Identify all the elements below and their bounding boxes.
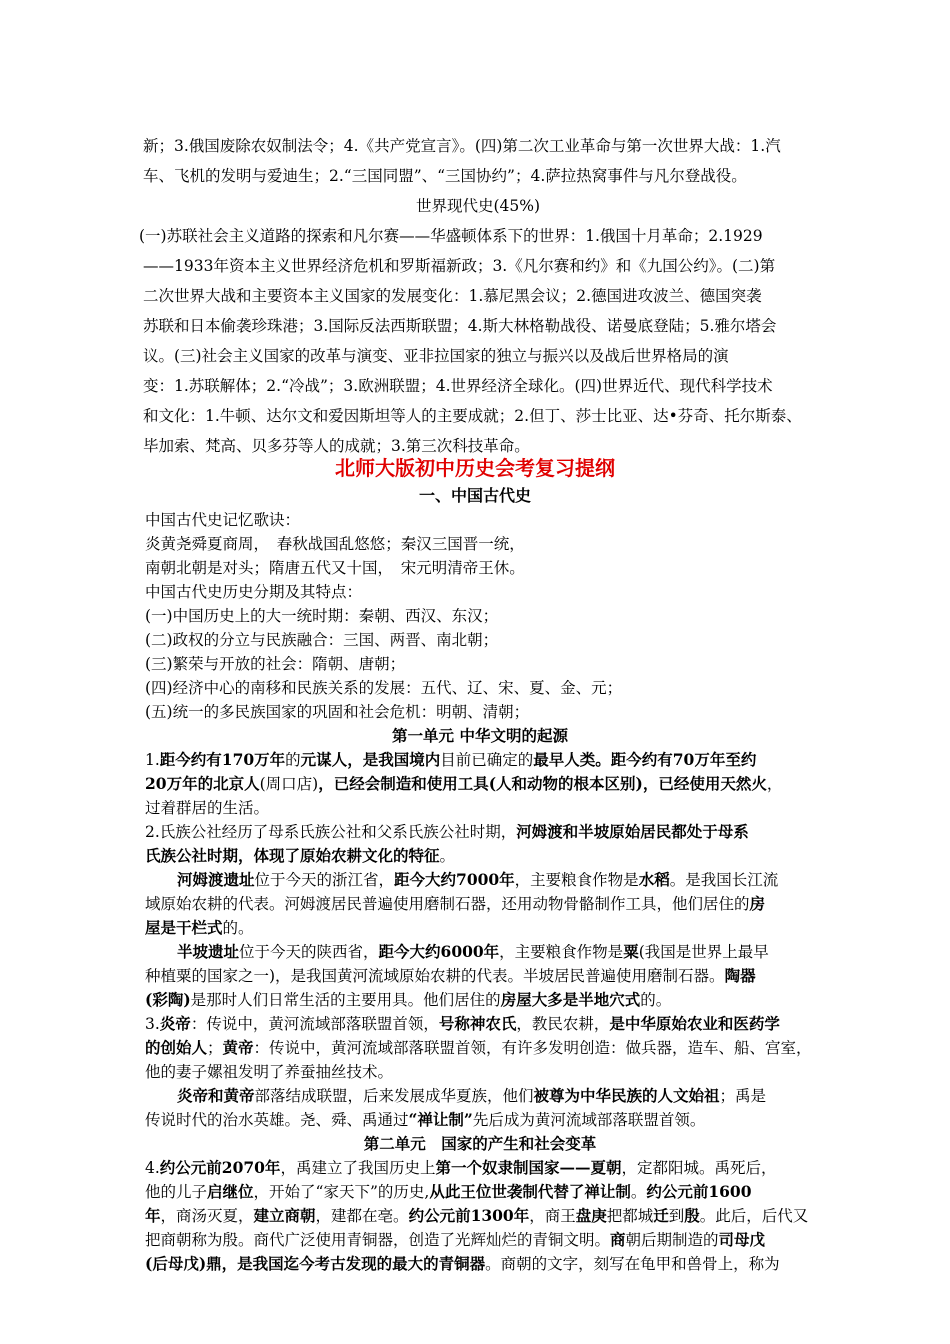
text-line: 3.炎帝：传说中，黄河流域部落联盟首领，号称神农氏，教民农耕，是中华原始农业和医药学 <box>145 1014 780 1033</box>
text-line: (二)政权的分立与民族融合：三国、两晋、南北朝； <box>145 631 499 649</box>
text-line: 河姆渡遗址位于今天的浙江省，距今大约7000年，主要粮食作物是水稻。是我国长江流 <box>177 870 779 889</box>
text-line: 年，商汤灭夏，建立商朝，建都在亳。约公元前1300年，商王盘庚把都城迁到殷。此后，后代又 <box>145 1206 809 1225</box>
text-line: ——1933年资本主义世界经济危机和罗斯福新政；3.《凡尔赛和约》和《九国公约》。(二)第 <box>143 257 776 275</box>
text-line: 他的儿子启继位，开始了“家天下”的历史,从此王位世袭制代替了禅让制。约公元前1600 <box>145 1182 752 1201</box>
text-line: 中国古代史记忆歌诀： <box>145 511 301 529</box>
text-line: 炎黄尧舜夏商周， 春秋战国乱悠悠；秦汉三国晋一统， <box>145 535 525 553</box>
text-line: 炎帝和黄帝部落结成联盟，后来发展成华夏族，他们被尊为中华民族的人文始祖；禹是 <box>177 1086 767 1105</box>
subsection-heading: 世界现代史(45%) <box>415 197 541 215</box>
text-line: 把商朝称为殷。商代广泛使用青铜器，创造了光辉灿烂的青铜文明。商朝后期制造的司母戊 <box>145 1230 766 1249</box>
text-line: (五)统一的多民族国家的巩固和社会危机：明朝、清朝； <box>145 703 530 721</box>
text-line: 南朝北朝是对头；隋唐五代又十国， 宋元明清帝王休。 <box>145 559 525 577</box>
text-line: 议。(三)社会主义国家的改革与演变、亚非拉国家的独立与振兴以及战后世界格局的演 <box>143 347 729 365</box>
outline-body <box>145 508 815 1276</box>
world-history-summary <box>139 131 813 461</box>
text-line: 半坡遗址位于今天的陕西省，距今大约6000年，主要粮食作物是粟(我国是世界上最早 <box>177 942 769 961</box>
text-line: (彩陶)是那时人们日常生活的主要用具。他们居住的房屋大多是半地穴式的。 <box>145 990 672 1009</box>
text-line: 20万年的北京人(周口店)，已经会制造和使用工具(人和动物的根本区别)，已经使用天然火， <box>145 774 783 793</box>
text-line: 新；3.俄国废除农奴制法令；4.《共产党宣言》。(四)第二次工业革命与第一次世界大战：1.汽 <box>143 137 781 155</box>
section-heading: 一、中国古代史 <box>418 486 531 505</box>
text-line: 屋是干栏式的。 <box>145 918 254 937</box>
text-line: 他的妻子嫘祖发明了养蚕抽丝技术。 <box>145 1063 394 1081</box>
text-line: 二次世界大战和主要资本主义国家的发展变化：1.慕尼黑会议；2.德国进攻波兰、德国突袭 <box>143 287 762 305</box>
text-line: 过着群居的生活。 <box>145 799 270 817</box>
text-line: 中国古代史历史分期及其特点： <box>145 583 363 601</box>
text-line: (后母戊)鼎，是我国迄今考古发现的最大的青铜器。商朝的文字，刻写在龟甲和兽骨上，称为 <box>145 1254 780 1273</box>
text-line: (四)经济中心的南移和民族关系的发展：五代、辽、宋、夏、金、元； <box>145 679 623 697</box>
text-line: 毕加索、梵高、贝多芬等人的成就；3.第三次科技革命。 <box>143 437 530 455</box>
text-line: 苏联和日本偷袭珍珠港；3.国际反法西斯联盟；4.斯大林格勒战役、诺曼底登陆；5.雅尔塔会 <box>143 317 777 335</box>
unit-heading: 第二单元 国家的产生和社会变革 <box>363 1134 597 1153</box>
unit-heading: 第一单元 中华文明的起源 <box>392 726 568 745</box>
text-line: (一)苏联社会主义道路的探索和凡尔赛——华盛顿体系下的世界：1.俄国十月革命；2.1929 <box>139 227 763 245</box>
text-line: 种植粟的国家之一)，是我国黄河流域原始农耕的代表。半坡居民普遍使用磨制石器。陶器 <box>145 966 756 985</box>
text-line: 4.约公元前2070年，禹建立了我国历史上第一个奴隶制国家——夏朝，定都阳城。禹死后， <box>145 1158 777 1177</box>
text-line: 传说时代的治水英雄。尧、舜、禹通过“禅让制”先后成为黄河流域部落联盟首领。 <box>145 1110 706 1129</box>
text-line: 车、飞机的发明与爱迪生；2.“三国同盟”、“三国协约”；4.萨拉热窝事件与凡尔登战役。 <box>143 167 747 185</box>
text-line: 域原始农耕的代表。河姆渡居民普遍使用磨制石器，还用动物骨骼制作工具，他们居住的房 <box>145 894 766 913</box>
document-title: 北师大版初中历史会考复习提纲 <box>335 458 615 480</box>
text-line: 和文化：1.牛顿、达尔文和爱因斯坦等人的主要成就；2.但丁、莎士比亚、达•芬奇、托尔斯泰、 <box>143 407 802 425</box>
text-line: 变：1.苏联解体；2.“冷战”；3.欧洲联盟；4.世界经济全球化。(四)世界近代、现代科学技术 <box>143 377 773 395</box>
text-line: (三)繁荣与开放的社会：隋朝、唐朝； <box>145 655 406 673</box>
text-line: 的创始人；黄帝：传说中，黄河流域部落联盟首领，有许多发明创造：做兵器，造车、船、宫室， <box>145 1038 812 1057</box>
text-line: (一)中国历史上的大一统时期：秦朝、西汉、东汉； <box>145 607 499 625</box>
text-line: 1.距今约有170万年的元谋人，是我国境内目前已确定的最早人类。距今约有70万年至约 <box>145 750 757 769</box>
text-line: 氏族公社时期，体现了原始农耕文化的特征。 <box>145 846 456 865</box>
text-line: 2.氏族公社经历了母系氏族公社和父系氏族公社时期，河姆渡和半坡原始居民都处于母系 <box>145 822 749 841</box>
